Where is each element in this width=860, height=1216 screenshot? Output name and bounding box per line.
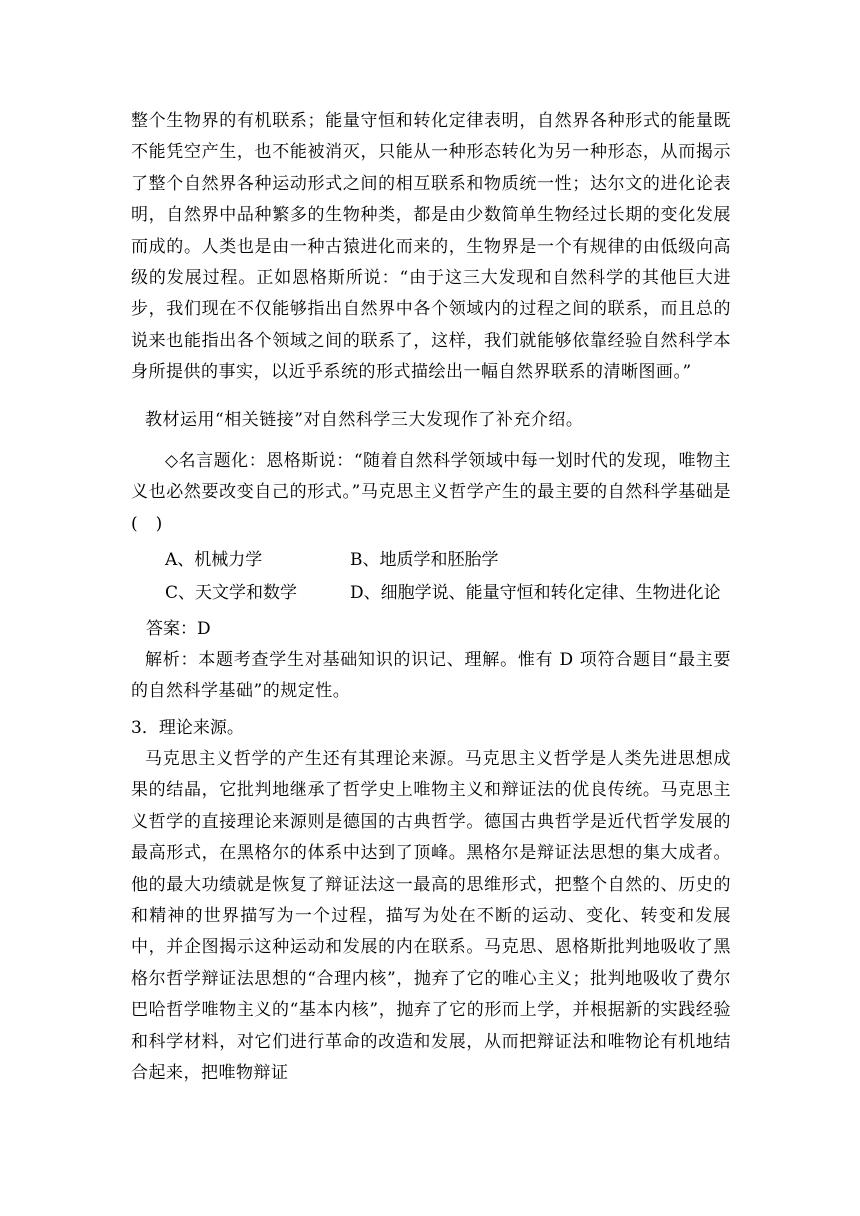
- option-d: D、细胞学说、能量守恒和转化定律、生物进化论: [350, 583, 721, 603]
- answer: 答案：D: [146, 619, 211, 639]
- choice-row-cd: [165, 578, 745, 609]
- option-c: C、天文学和数学: [165, 583, 298, 603]
- option-a: A、机械力学: [165, 550, 263, 570]
- choice-row-ab: [165, 545, 745, 576]
- option-b: B、地质学和胚胎学: [350, 550, 499, 570]
- paragraph-theoretical-sources: 马克思主义哲学的产生还有其理论来源。马克思主义哲学是人类先进思想成果的结晶，它批判地继承了哲学史上唯物主义和辩证法的优良传统。马克思主义哲学的直接理论来源则是德国的古典哲学。德国古典哲学是近代哲学发展的最高形式，在黑格尔的体系中达到了顶峰。黑格尔是辩证法思想的集大成者。他的最大功绩就是恢复了辩证法这一最高的思维形式，把整个自然的、历史的和精神的世界描写为一个过程，描写为处在不断的运动、变化、转变和发展中，并企图揭示这种运动和发展的内在联系。马克思、恩格斯批判地吸收了黑格尔哲学辩证法思想的“合理内核”，抛弃了它的唯心主义；批判地吸收了费尔巴哈哲学唯物主义的“基本内核”，抛弃了它的形而上学，并根据新的实践经验和科学材料，对它们进行革命的改造和发展，从而把辩证法和唯物论有机地结合起来，把唯物辩证: [131, 749, 731, 1084]
- paragraph-natural-science-discoveries: 整个生物界的有机联系；能量守恒和转化定律表明，自然界各种形式的能量既不能凭空产生，也不能被消灭，只能从一种形态转化为另一种形态，从而揭示了整个自然界各种运动形式之间的相互联系和物质统一性；达尔文的进化论表明，自然界中品种繁多的生物种类，都是由少数简单生物经过长期的变化发展而成的。人类也是由一种古猿进化而来的，生物界是一个有规律的由低级向高级的发展过程。正如恩格斯所说：“由于这三大发现和自然科学的其他巨大进步，我们现在不仅能够指出自然界中各个领域内的过程之间的联系，而且总的说来也能指出各个领域之间的联系了，这样，我们就能够依靠经验自然科学本身所提供的事实，以近乎系统的形式描绘出一幅自然界联系的清晰图画。”: [131, 111, 731, 383]
- answer-analysis: 解析：本题考查学生对基础知识的识记、理解。惟有 D 项符合题目“最主要的自然科学基础”的规定性。: [131, 650, 731, 702]
- question-stem: ◇名言题化：恩格斯说：“随着自然科学领域中每一划时代的发现，唯物主义也必然要改变自己的形式。”马克思主义哲学产生的最主要的自然科学基础是( ): [131, 451, 731, 534]
- section-heading: 3．理论来源。: [131, 718, 244, 738]
- paragraph-textbook-link: 教材运用“相关链接”对自然科学三大发现作了补充介绍。: [145, 410, 584, 430]
